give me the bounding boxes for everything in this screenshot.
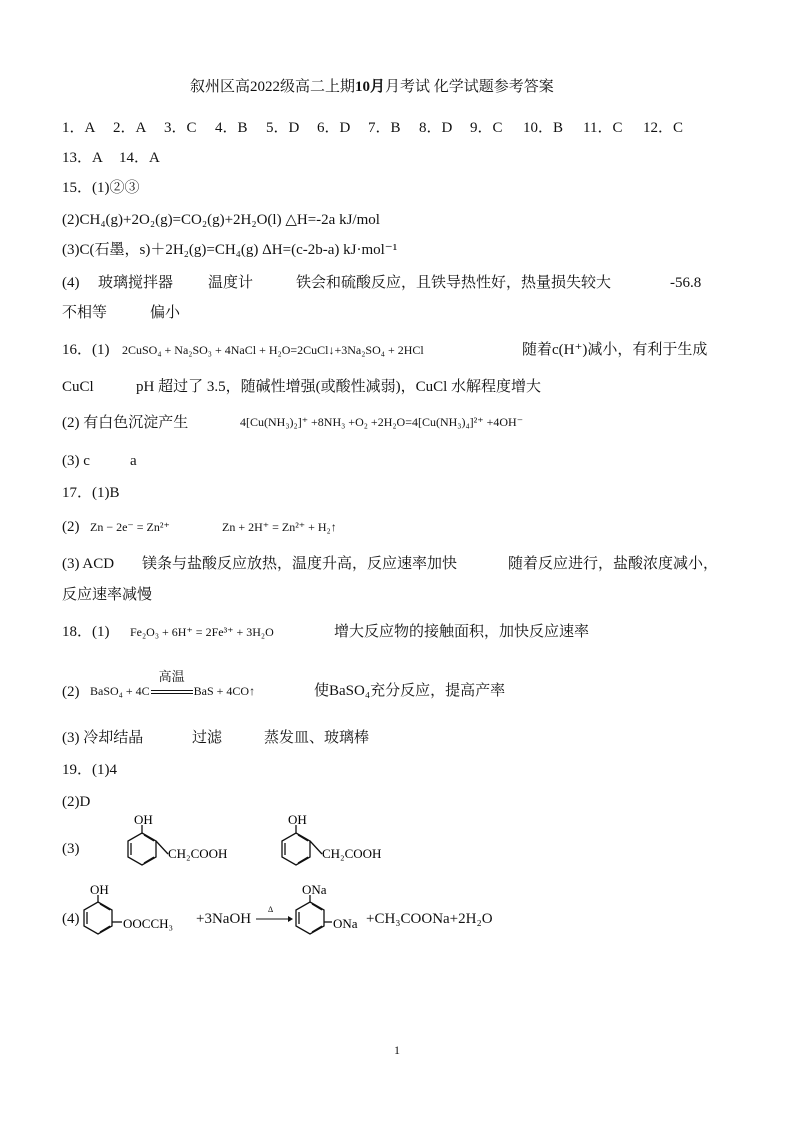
q17-text3a: 镁条与盐酸反应放热，温度升高，反应速率加快 <box>142 556 458 572</box>
mc-answer: 3．C <box>164 120 197 136</box>
q19-product-ona-top: ONa <box>302 884 327 897</box>
q17-label2: (2) <box>62 519 80 535</box>
mc-answers-line2 <box>62 151 160 166</box>
q19-head: 19．(1)4 <box>62 762 117 778</box>
q18-eq2-right: BaS + 4CO↑ <box>193 684 256 698</box>
mc-answer: 6．D <box>317 120 351 136</box>
q15-part4-answer-d: -56.8 <box>670 275 702 291</box>
mc-answer: 9．C <box>470 120 503 136</box>
q15-part3: (3)C(石墨，s)＋2H₂(g)=CH₄(g) ΔH=(c-2b-a) kJ·mol⁻¹ <box>62 242 398 258</box>
q17-equation2b: Zn + 2H⁺ = Zn²⁺ + H₂↑ <box>222 520 337 534</box>
mc-answer: 10．B <box>523 120 564 136</box>
q16-equation2: 4[Cu(NH₃)₂]⁺ +8NH₃ +O₂ +2H₂O=4[Cu(NH₃)₄]²⁺ +4OH⁻ <box>240 415 524 429</box>
q16-label1: 16．(1) <box>62 342 110 358</box>
q19-label3: (3) <box>62 841 80 857</box>
q18-text1: 增大反应物的接触面积，加快反应速率 <box>334 624 590 640</box>
q19-s2-ch2cooh: CH₂COOH <box>322 846 382 861</box>
mc-answer: 12．C <box>643 120 684 136</box>
page-number: 1 <box>394 1043 400 1057</box>
q16-text2: CuCl <box>62 379 94 395</box>
q18-label2: (2) <box>62 684 80 700</box>
q18-text3b: 过滤 <box>192 730 223 746</box>
q18-label1: 18．(1) <box>62 624 110 640</box>
q19-structure-2 <box>266 812 396 882</box>
q15-head: 15．(1)②③ <box>62 180 140 196</box>
q19-label4: (4) <box>62 911 80 927</box>
q18-eq2-equals-sign <box>151 690 193 694</box>
q19-reagent: +3NaOH <box>196 911 252 927</box>
q19-product-ona-side: ONa <box>333 916 358 931</box>
q19-reactant-oocch3: OOCCH₃ <box>123 916 174 931</box>
q18-eq2-condition-text: 高温 <box>158 669 185 684</box>
q19-reactant-oh: OH <box>90 884 109 897</box>
q19-structure-1 <box>112 812 242 882</box>
q18-eq2-condition <box>150 669 194 697</box>
q15-part4-answer-f: 偏小 <box>150 305 181 321</box>
q16-text1: 随着c(H⁺)减小，有利于生成 <box>522 342 708 358</box>
q17-text3b: 随着反应进行，盐酸浓度减小， <box>508 556 719 572</box>
q15-part4-answer-a: 玻璃搅拌器 <box>98 275 174 291</box>
q18-label3: (3) 冷却结晶 <box>62 730 144 746</box>
q17-head: 17．(1)B <box>62 485 120 501</box>
q18-eq2-left: BaSO₄ + 4C <box>90 684 150 698</box>
q16-label3: (3) c <box>62 453 90 469</box>
mc-answer: 8．D <box>419 120 453 136</box>
mc-answers-line1 <box>62 121 683 136</box>
page-title <box>190 80 554 95</box>
mc-answer: 2．A <box>113 120 147 136</box>
q15-part4-label: (4) <box>62 275 80 291</box>
q15-part4-answer-b: 温度计 <box>208 275 254 291</box>
q18-text3c: 蒸发皿、玻璃棒 <box>264 730 370 746</box>
q19-products: +CH₃COONa+2H₂O <box>366 911 493 927</box>
q16-label2: (2) 有白色沉淀产生 <box>62 415 189 431</box>
q19-product-structure <box>290 884 370 948</box>
title-part2: 月考试 化学试题参考答案 <box>385 79 554 95</box>
mc-answer: 14．A <box>119 150 160 166</box>
mc-answer: 5．D <box>266 120 300 136</box>
q19-reaction-arrow <box>254 906 294 924</box>
q16-equation1: 2CuSO₄ + Na₂SO₃ + 4NaCl + H₂O=2CuCl↓+3Na₂SO₄ + 2HCl <box>122 343 424 357</box>
mc-answer: 11．C <box>583 120 623 136</box>
q17-text3c: 反应速率减慢 <box>62 587 153 603</box>
q18-equation1: Fe₂O₃ + 6H⁺ = 2Fe³⁺ + 3H₂O <box>130 625 274 639</box>
q19-s2-oh: OH <box>288 812 307 827</box>
q15-part2: (2)CH₄(g)+2O₂(g)=CO₂(g)+2H₂O(l) △H=-2a kJ/mol <box>62 212 380 228</box>
title-bold: 10月 <box>355 79 386 95</box>
q19-arrow-condition: Δ <box>268 906 274 914</box>
q18-text2: 使BaSO₄充分反应，提高产率 <box>314 683 506 699</box>
q19-s1-ch2cooh: CH₂COOH <box>168 846 228 861</box>
title-part1: 叙州区高2022级高二上期 <box>190 79 356 95</box>
q15-part4-answer-c: 铁会和硫酸反应，且铁导热性好，热量损失较大 <box>296 275 612 291</box>
q16-text3: pH 超过了 3.5，随碱性增强(或酸性减弱)，CuCl 水解程度增大 <box>136 379 542 395</box>
mc-answer: 1．A <box>62 120 96 136</box>
q17-equation2a: Zn − 2e⁻ = Zn²⁺ <box>90 520 170 534</box>
q17-label3: (3) ACD <box>62 556 115 572</box>
mc-answer: 13．A <box>62 150 103 166</box>
mc-answer: 4．B <box>215 120 248 136</box>
q18-equation2 <box>90 669 256 698</box>
q16-answer3b: a <box>130 453 137 469</box>
q19-s1-oh: OH <box>134 812 153 827</box>
q19-reactant-structure <box>78 884 198 948</box>
q15-part4-answer-e: 不相等 <box>62 305 108 321</box>
mc-answer: 7．B <box>368 120 401 136</box>
q19-part2: (2)D <box>62 794 91 810</box>
